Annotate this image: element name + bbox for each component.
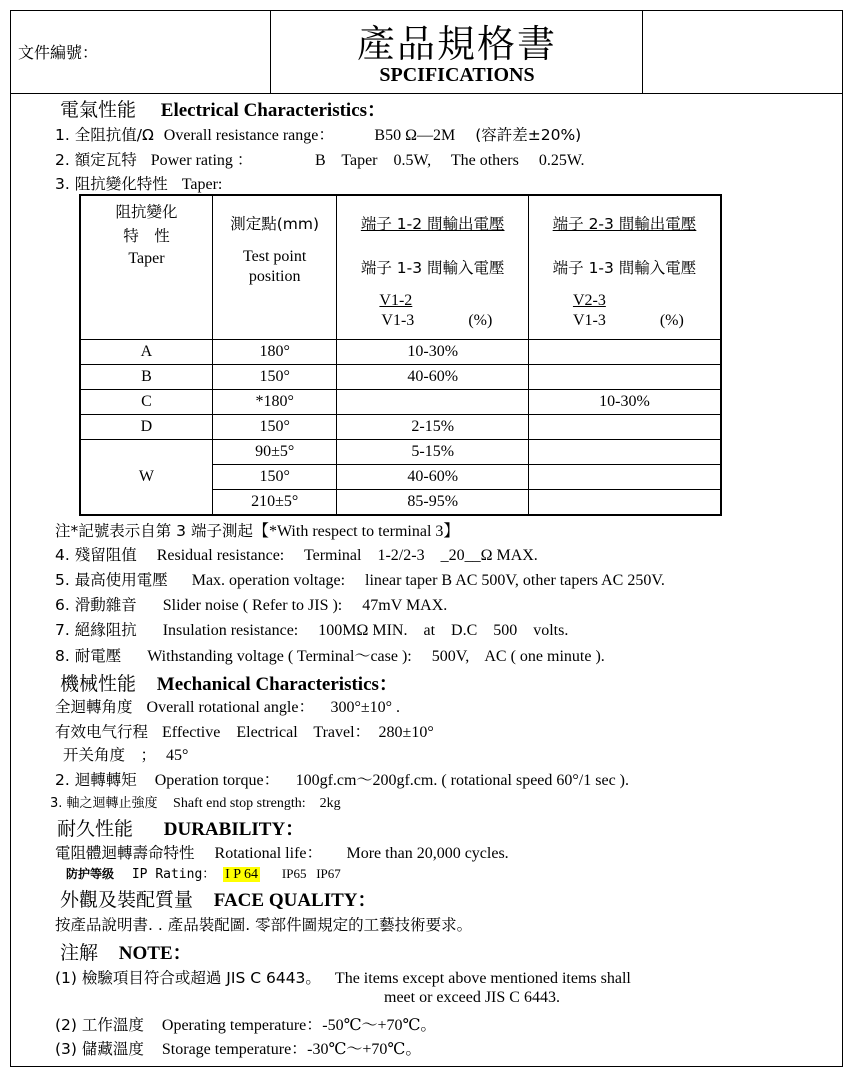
item-label-zh: 3. 軸之迴轉止強度 bbox=[50, 796, 158, 811]
item-value: 45° bbox=[166, 747, 189, 764]
taper-table bbox=[79, 194, 722, 516]
cell-position: 90±5° bbox=[212, 440, 337, 465]
cell-taper: B bbox=[80, 365, 212, 390]
cell-v12: 10-30% bbox=[337, 340, 529, 365]
face-heading-zh: 外觀及裝配質量 bbox=[60, 889, 194, 911]
durability-item-rotational-life bbox=[55, 840, 509, 863]
cell-position: 150° bbox=[212, 365, 337, 390]
cell-v23 bbox=[528, 340, 721, 365]
header-text: Taper bbox=[128, 250, 165, 267]
unit-label: (%) bbox=[659, 312, 684, 329]
header-text: 特 性 bbox=[123, 227, 170, 245]
item-label-en: Overall resistance range： bbox=[163, 127, 335, 144]
header-taper bbox=[80, 195, 212, 340]
note-item-1 bbox=[55, 966, 631, 988]
item-label-zh: 6. 滑動雜音 bbox=[55, 596, 137, 614]
note-item-2 bbox=[55, 1012, 436, 1035]
mech-item-torque bbox=[55, 767, 629, 790]
cell-v23 bbox=[528, 415, 721, 440]
item-value: Residual resistance: Terminal 1-2/2-3 _20__Ω MAX. bbox=[156, 547, 538, 564]
note-label-zh: (2) 工作溫度 bbox=[55, 1016, 144, 1034]
mech-item-rotational-angle bbox=[55, 694, 400, 717]
table-row bbox=[80, 340, 721, 365]
header-text: Test point bbox=[242, 248, 307, 265]
header-text: 端子 1-3 間輸入電壓 bbox=[552, 259, 697, 277]
note-text-en: The items except above mentioned items shall bbox=[334, 970, 631, 987]
ip-options: IP65 IP67 bbox=[281, 866, 341, 881]
item-label-zh: 3. 阻抗變化特性 bbox=[55, 175, 168, 193]
item-label-zh: 8. 耐電壓 bbox=[55, 647, 122, 665]
item-tolerance: (容許差±20%) bbox=[475, 126, 582, 144]
header-text: 端子 1-2 間輸出電壓 bbox=[360, 215, 505, 233]
mechanical-heading-zh: 機械性能 bbox=[60, 673, 137, 695]
mechanical-heading-en: Mechanical Characteristics： bbox=[156, 674, 398, 695]
note-label-zh: (1) 檢驗項目符合或超過 JIS C 6443。 bbox=[55, 969, 321, 987]
cell-taper: W bbox=[80, 440, 212, 516]
item-value: Shaft end stop strength: 2kg bbox=[173, 796, 341, 811]
note-label-zh: (3) 儲藏溫度 bbox=[55, 1040, 144, 1058]
face-quality-text bbox=[55, 913, 472, 935]
cell-position: 210±5° bbox=[212, 490, 337, 516]
electrical-heading-en: Electrical Characteristics： bbox=[160, 100, 387, 121]
item-value: Effective Electrical Travel： 280±10° bbox=[162, 724, 434, 741]
cell-v12: 40-60% bbox=[337, 465, 529, 490]
cell-v12: 40-60% bbox=[337, 365, 529, 390]
table-footnote bbox=[55, 518, 459, 541]
table-row bbox=[80, 440, 721, 465]
item-value: B50 Ω—2M bbox=[374, 127, 456, 144]
spec-item-withstanding bbox=[55, 643, 605, 666]
page-title-en: SPCIFICATIONS bbox=[379, 64, 535, 86]
page-title-zh: 產品規格書 bbox=[356, 22, 557, 66]
item-label-zh: 1. 全阻抗值/Ω bbox=[55, 126, 154, 144]
face-text: 按產品說明書. . 產品裝配圖. 零部件圖規定的工藝技術要求。 bbox=[55, 916, 473, 934]
item-value: Overall rotational angle： 300°±10° . bbox=[146, 699, 401, 716]
spec-item-power bbox=[55, 147, 584, 170]
item-value: Max. operation voltage: linear taper B AC 500V, other tapers AC 250V. bbox=[191, 572, 665, 589]
mech-item-stop-strength bbox=[50, 792, 341, 812]
note-item-1-continued: meet or exceed JIS C 6443. bbox=[384, 989, 560, 1006]
item-label-zh: 5. 最高使用電壓 bbox=[55, 571, 168, 589]
note-heading-en: NOTE： bbox=[118, 943, 192, 964]
item-label-zh: 7. 絕緣阻抗 bbox=[55, 621, 137, 639]
header-divider bbox=[10, 93, 843, 94]
spec-item-taper bbox=[55, 172, 222, 194]
spec-item-slider-noise bbox=[55, 593, 447, 615]
item-value: Rotational life： More than 20,000 cycles. bbox=[214, 845, 509, 862]
note-heading bbox=[60, 938, 192, 965]
item-label-zh: 2. 迴轉轉矩 bbox=[55, 771, 137, 789]
fraction-denominator: V1-3 bbox=[572, 312, 606, 329]
face-quality-heading bbox=[60, 885, 377, 912]
mech-item-travel bbox=[55, 719, 434, 742]
cell-v23 bbox=[528, 465, 721, 490]
cell-position: 150° bbox=[212, 415, 337, 440]
electrical-heading-zh: 電氣性能 bbox=[60, 99, 137, 121]
note-text-en: Operating temperature：-50℃～+70℃。 bbox=[161, 1017, 437, 1034]
durability-heading-en: DURABILITY： bbox=[163, 819, 305, 840]
item-value: Slider noise ( Refer to JIS ): 47mV MAX. bbox=[162, 597, 448, 614]
footnote-zh: 注*記號表示自第 3 端子測起 bbox=[55, 522, 253, 540]
electrical-heading bbox=[60, 95, 386, 122]
cell-v12: 2-15% bbox=[337, 415, 529, 440]
header-v12 bbox=[337, 195, 529, 340]
cell-position: *180° bbox=[212, 390, 337, 415]
cell-taper: D bbox=[80, 415, 212, 440]
table-row bbox=[80, 390, 721, 415]
spec-item-insulation bbox=[55, 618, 568, 640]
cell-v12 bbox=[337, 390, 529, 415]
item-label-zh: 全迴轉角度 bbox=[55, 698, 133, 716]
item-label-zh: 有效电气行程 bbox=[55, 723, 149, 741]
item-label-zh: 電阻體迴轉壽命特性 bbox=[55, 844, 195, 862]
item-label-zh: 开关角度 ； bbox=[63, 746, 157, 764]
ip-rating-row bbox=[66, 863, 341, 883]
document-number-label: 文件編號： bbox=[18, 43, 99, 62]
fraction-numerator: V2-3 bbox=[572, 292, 606, 309]
header-divider-left bbox=[270, 10, 271, 93]
unit-label: (%) bbox=[468, 312, 493, 329]
item-value: Operation torque： 100gf.cm～200gf.cm. ( rotational speed 60°/1 sec ). bbox=[154, 772, 629, 789]
item-value: B Taper 0.5W, The others 0.25W. bbox=[314, 152, 585, 169]
cell-v12: 5-15% bbox=[337, 440, 529, 465]
table-header-row bbox=[80, 195, 721, 340]
spec-item-max-voltage bbox=[55, 568, 665, 590]
item-value: Withstanding voltage ( Terminal～case ): 500V, AC ( one minute ). bbox=[147, 648, 605, 665]
face-heading-en: FACE QUALITY： bbox=[213, 890, 377, 911]
footnote-en: 【*With respect to terminal 3】 bbox=[252, 523, 460, 540]
note-heading-zh: 注解 bbox=[60, 942, 99, 964]
mech-item-switch-angle bbox=[63, 743, 188, 765]
cell-v23 bbox=[528, 365, 721, 390]
header-text: 測定點(mm) bbox=[230, 215, 320, 233]
cell-position: 150° bbox=[212, 465, 337, 490]
table-row bbox=[80, 415, 721, 440]
cell-taper: A bbox=[80, 340, 212, 365]
ip-label-zh: 防护等级 bbox=[66, 867, 115, 881]
header-text: 端子 2-3 間輸出電壓 bbox=[552, 215, 697, 233]
ip-selected-badge: I P 64 bbox=[225, 867, 259, 882]
fraction-denominator: V1-3 bbox=[381, 312, 415, 329]
header-divider-right bbox=[642, 10, 643, 93]
header-text: 阻抗變化 bbox=[115, 203, 178, 221]
header-v23 bbox=[528, 195, 721, 340]
header-test-point bbox=[212, 195, 337, 340]
durability-heading-zh: 耐久性能 bbox=[57, 818, 134, 840]
durability-heading bbox=[57, 814, 304, 841]
mechanical-heading bbox=[60, 669, 398, 696]
cell-v23 bbox=[528, 440, 721, 465]
note-item-3 bbox=[55, 1036, 421, 1059]
fraction-numerator: V1-2 bbox=[379, 292, 413, 309]
spec-item-resistance bbox=[55, 122, 581, 145]
table-row bbox=[80, 365, 721, 390]
item-value: Insulation resistance: 100MΩ MIN. at D.C 500 volts. bbox=[162, 622, 569, 639]
ip-label: IP Rating： bbox=[131, 867, 216, 882]
item-label-en: Taper: bbox=[181, 176, 223, 193]
cell-v23 bbox=[528, 490, 721, 516]
spec-item-residual bbox=[55, 543, 538, 565]
cell-position: 180° bbox=[212, 340, 337, 365]
cell-taper: C bbox=[80, 390, 212, 415]
item-label-en: Power rating ： bbox=[150, 152, 253, 169]
header-text: position bbox=[248, 268, 301, 285]
cell-v23: 10-30% bbox=[528, 390, 721, 415]
header-text: 端子 1-3 間輸入電壓 bbox=[360, 259, 505, 277]
item-label-zh: 4. 殘留阻值 bbox=[55, 546, 137, 564]
item-label-zh: 2. 額定瓦特 bbox=[55, 151, 137, 169]
note-text-en: Storage temperature：-30℃～+70℃。 bbox=[161, 1041, 422, 1058]
cell-v12: 85-95% bbox=[337, 490, 529, 516]
